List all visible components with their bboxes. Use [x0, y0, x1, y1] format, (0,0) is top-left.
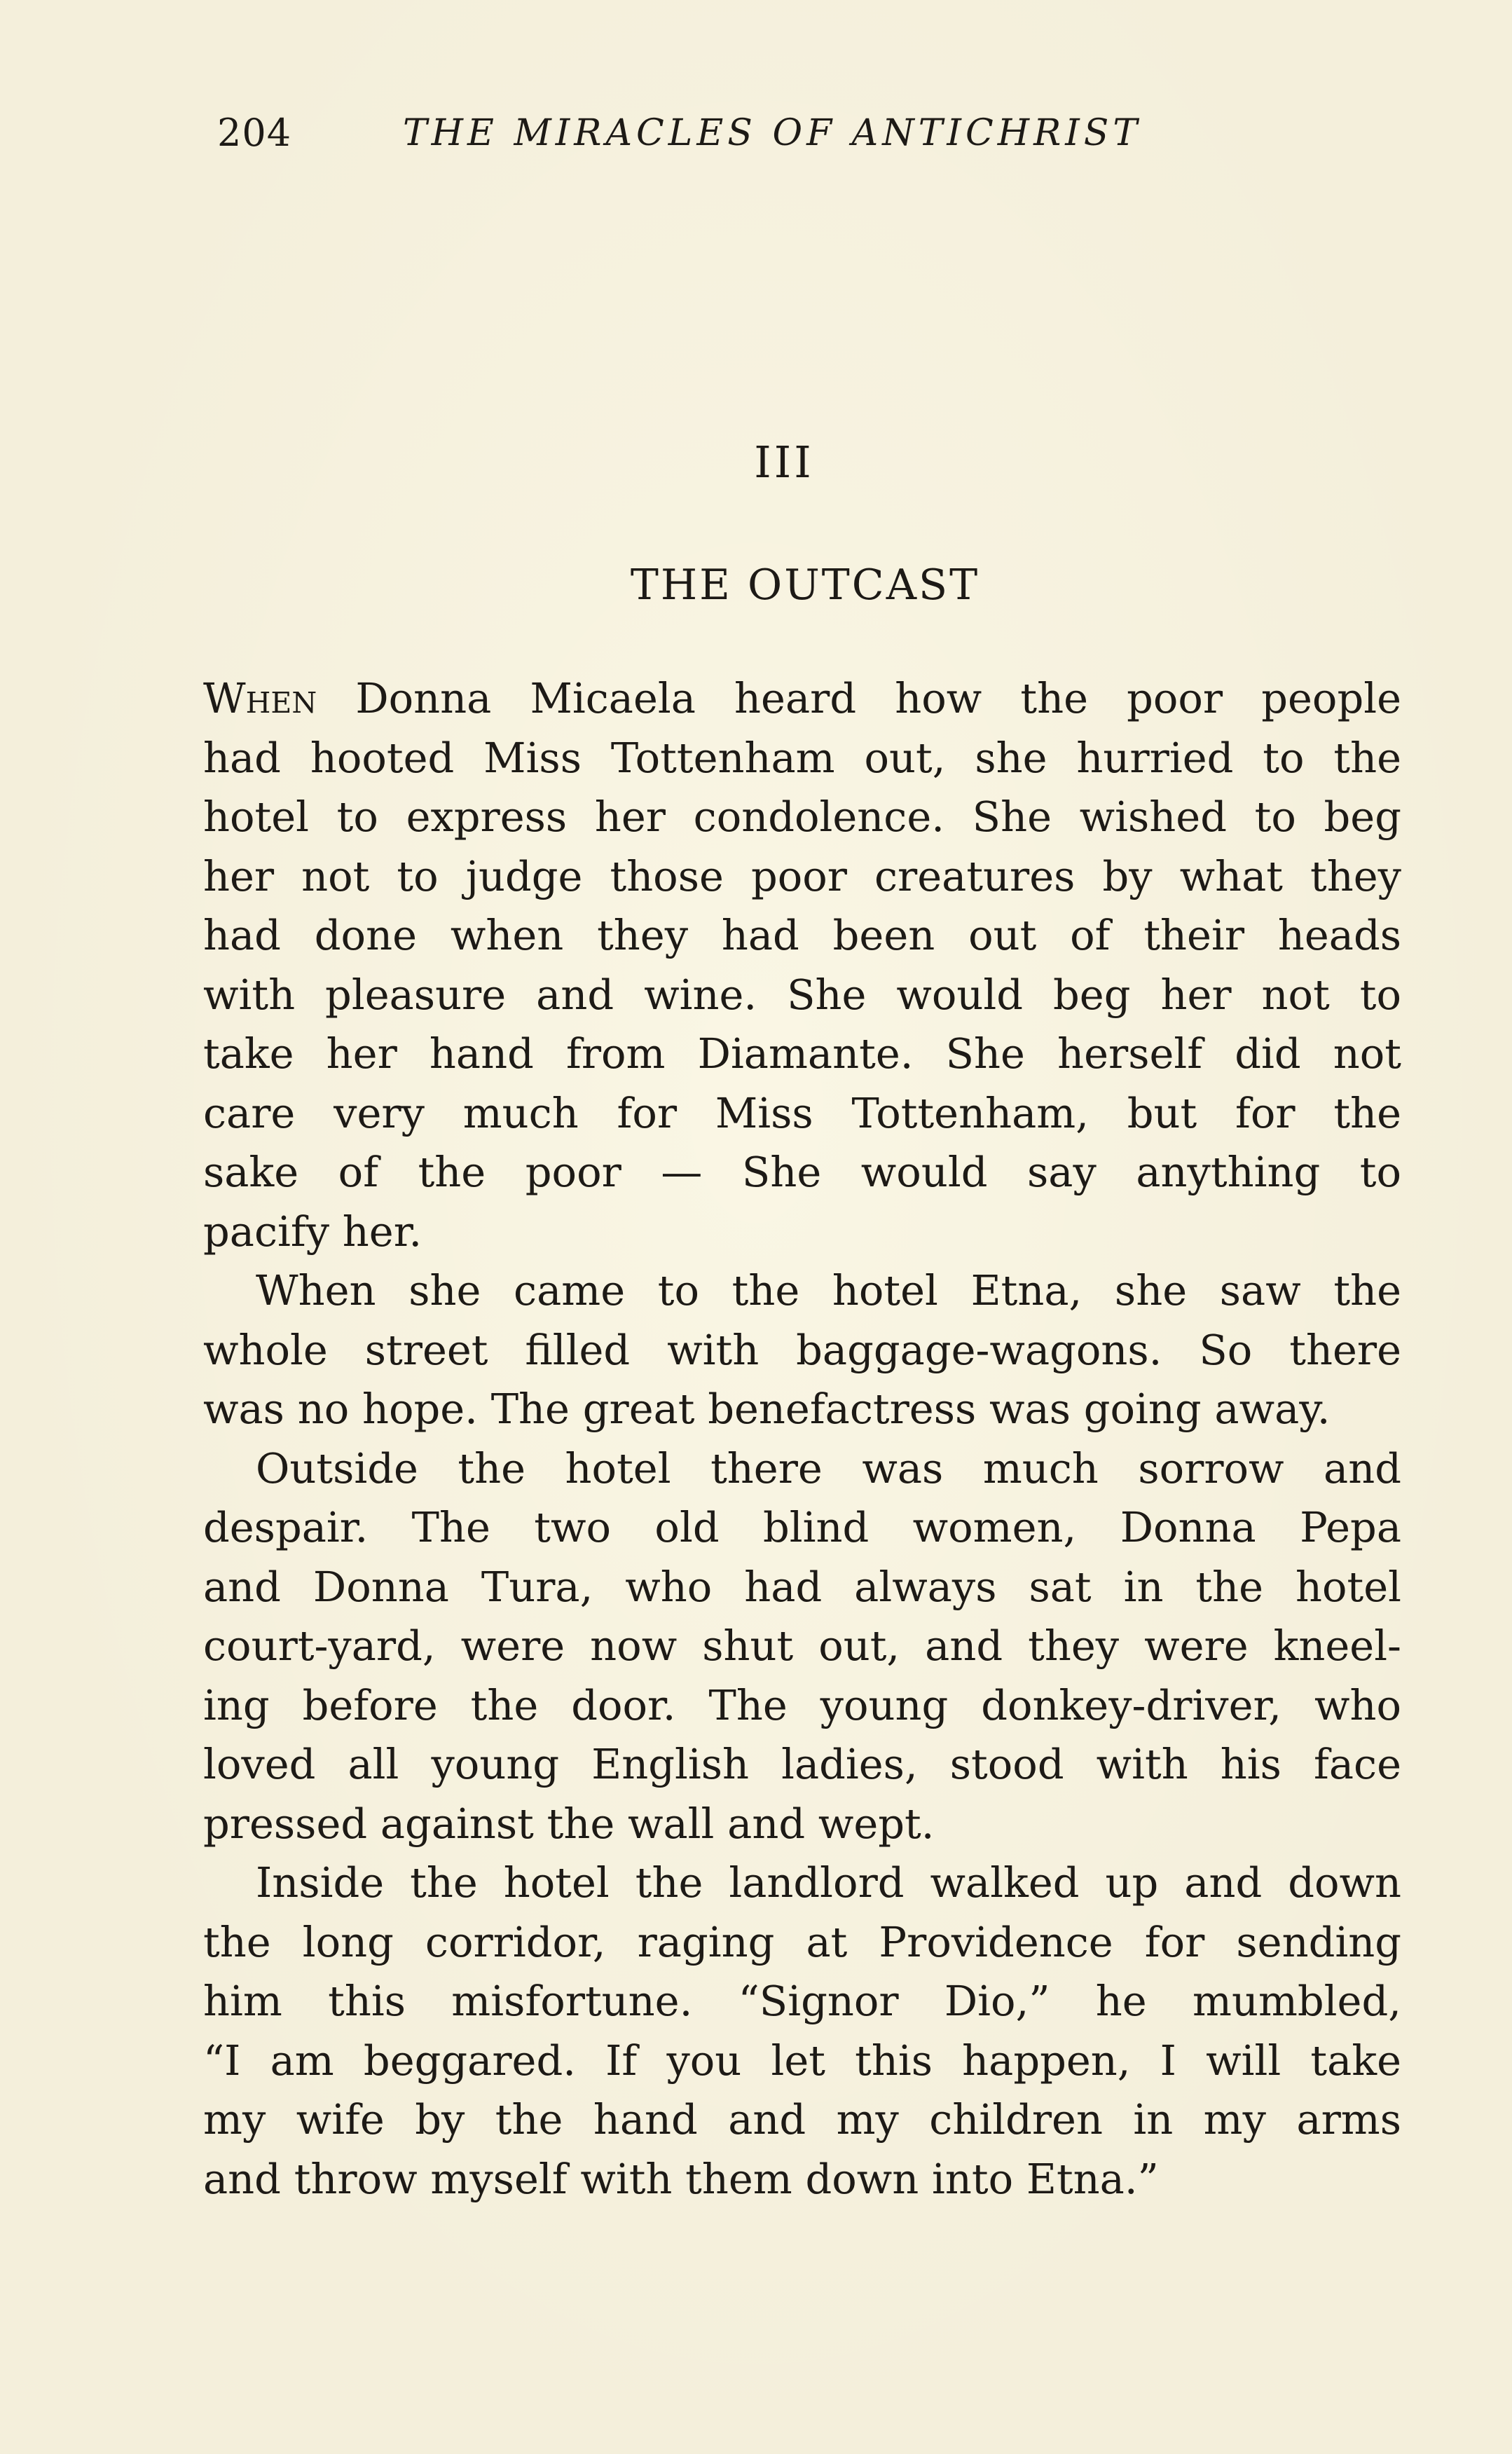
- text-line: whole street filled with baggage-wagons. So there: [203, 1325, 1401, 1374]
- text-line: sake of the poor — She would say anything to: [203, 1148, 1401, 1196]
- running-head: [217, 102, 1233, 165]
- text-line: ing before the door. The young donkey-driver, who: [203, 1680, 1401, 1729]
- text-line: her not to judge those poor creatures by what they: [203, 851, 1401, 900]
- chapter-number: III: [754, 437, 814, 488]
- text-line: with pleasure and wine. She would beg her not to: [203, 970, 1401, 1019]
- text-line: Inside the hotel the landlord walked up and down: [256, 1858, 1401, 1907]
- text-line: “I am beggared. If you let this happen, I will take: [203, 2036, 1401, 2085]
- text-line: [203, 669, 1401, 729]
- text-line: loved all young English ladies, stood with his face: [203, 1740, 1401, 1788]
- text-line: him this misfortune. “Signor Dio,” he mumbled,: [203, 1977, 1401, 2025]
- text-line: Outside the hotel there was much sorrow and: [256, 1444, 1401, 1493]
- text-line: hotel to express her condolence. She wished to beg: [203, 793, 1401, 841]
- text-line: pacify her.: [203, 1207, 422, 1256]
- text-line: care very much for Miss Tottenham, but for the: [203, 1088, 1401, 1137]
- text-line: take her hand from Diamante. She herself did not: [203, 1029, 1401, 1078]
- chapter-title: THE OUTCAST: [630, 561, 980, 610]
- page-number: 204: [217, 111, 292, 155]
- text-line: had done when they had been out of their heads: [203, 911, 1401, 959]
- text-line: despair. The two old blind women, Donna Pepa: [203, 1503, 1401, 1551]
- body-text: [203, 669, 1401, 2209]
- opening-word: When: [203, 674, 317, 722]
- text-line: was no hope. The great benefactress was going away.: [203, 1385, 1331, 1433]
- text-line: court-yard, were now shut out, and they were kneel-: [203, 1622, 1401, 1670]
- text-line: had hooted Miss Tottenham out, she hurried to the: [203, 733, 1401, 782]
- text-line-content: Donna Micaela heard how the poor people: [317, 674, 1401, 722]
- text-line: the long corridor, raging at Providence for sending: [203, 1917, 1401, 1966]
- text-line: When she came to the hotel Etna, she saw the: [256, 1266, 1401, 1315]
- text-line: my wife by the hand and my children in my arms: [203, 2095, 1401, 2144]
- text-line: pressed against the wall and wept.: [203, 1799, 935, 1848]
- text-line: and Donna Tura, who had always sat in the hotel: [203, 1562, 1401, 1611]
- running-title: THE MIRACLES OF ANTICHRIST: [403, 112, 1142, 154]
- text-line: and throw myself with them down into Etna.”: [203, 2154, 1159, 2203]
